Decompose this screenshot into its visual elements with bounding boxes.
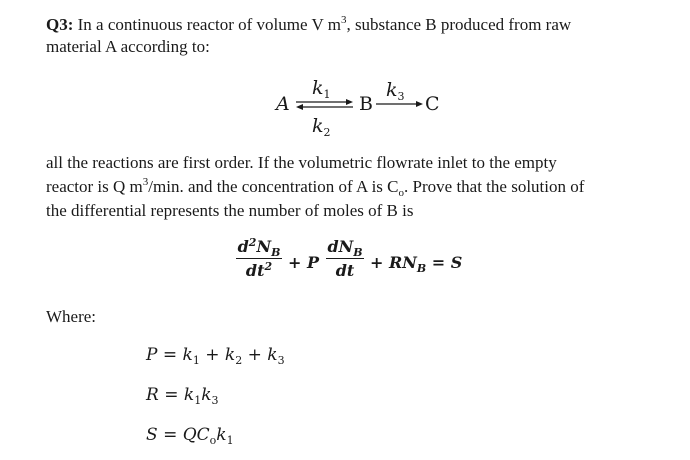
question-intro-line-1 (46, 14, 571, 36)
r-term-and-rhs: + $RN_B = S$ (370, 253, 463, 275)
reaction-scheme (270, 76, 470, 140)
concentration-subscript: o (398, 187, 405, 199)
rate-constant-k1 (312, 77, 331, 101)
intro-text-end: , substance B produced from raw (346, 15, 572, 34)
definition-p: $P = k_1 + k_2 + k_3$ (146, 345, 285, 367)
second-derivative-fraction (236, 238, 282, 280)
rate-constant-k2 (312, 115, 331, 139)
first-derivative-denominator: dt (335, 261, 355, 281)
second-derivative-numerator: $d^2N_B$ (237, 236, 281, 259)
species-c: C (425, 93, 440, 115)
first-derivative-fraction (326, 238, 364, 280)
first-derivative-numerator: $dN_B$ (327, 237, 363, 259)
body-line-2-text-b: /min. and the concentration of A is C (148, 177, 399, 196)
body-line-2 (46, 176, 584, 198)
question-intro-line-2: material A according to: (46, 37, 210, 56)
second-derivative-denominator: $dt^2$ (245, 260, 273, 281)
k2-symbol: k (312, 115, 324, 137)
definition-r: $R = k_1k_3$ (146, 385, 219, 407)
body-line-2-text-a: reactor is Q m (46, 177, 143, 196)
where-label: Where: (46, 307, 97, 326)
species-a: A (276, 93, 290, 115)
rate-constant-k3 (386, 79, 405, 103)
body-line-2-text-c: . Prove that the solution of (404, 177, 585, 196)
k3-symbol: k (386, 79, 398, 101)
differential-equation (236, 232, 486, 296)
definition-s: $S = QC_ok_1$ (146, 425, 234, 447)
body-line-3: the differential represents the number of moles of B is (46, 201, 414, 220)
body-line-1: all the reactions are first order. If the volumetric flowrate inlet to the empty (46, 153, 557, 172)
cubic-exponent: 3 (340, 14, 347, 26)
intro-text: In a continuous reactor of volume V m (77, 15, 341, 34)
question-label: Q3: (46, 15, 74, 34)
k1-symbol: k (312, 77, 324, 99)
flow-exponent: 3 (142, 176, 149, 188)
k1-subscript: 1 (323, 88, 331, 101)
species-b: B (359, 93, 373, 115)
k2-subscript: 2 (323, 126, 331, 139)
k3-subscript: 3 (397, 90, 405, 103)
plus-p-term: + P (288, 253, 320, 272)
